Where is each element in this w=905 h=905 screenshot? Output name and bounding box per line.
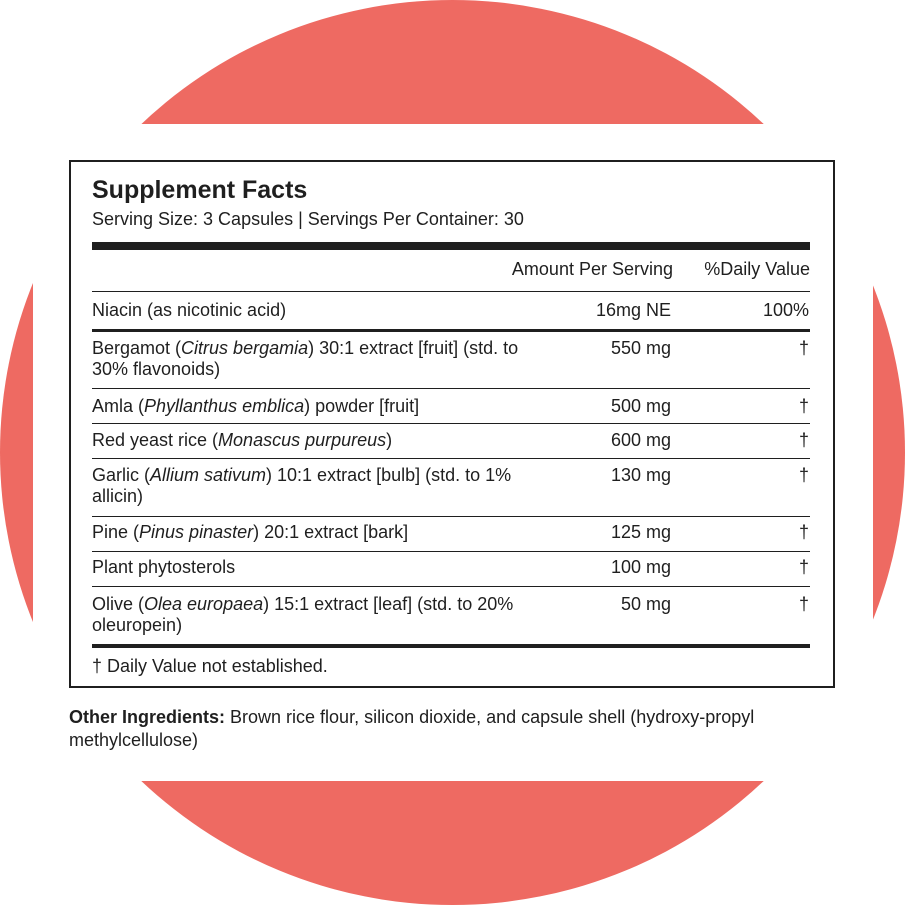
ingredient-latin-name: Phyllanthus emblica — [144, 396, 305, 416]
ingredient-name — [92, 338, 542, 380]
ingredient-name — [92, 594, 542, 636]
ingredient-name-part: ) 10:1 extract [bulb] (std. to 1% allicin) — [92, 465, 512, 506]
header-rule — [92, 291, 810, 292]
serving-info: Serving Size: 3 Capsules | Servings Per Container: 30 — [92, 209, 524, 229]
panel-title: Supplement Facts — [92, 176, 308, 204]
ingredient-name-part: Amla ( — [92, 396, 145, 416]
ingredient-daily-value: † — [798, 430, 809, 450]
other-ingredients — [69, 706, 839, 752]
ingredient-name — [92, 522, 542, 543]
footnote: † Daily Value not established. — [92, 656, 328, 676]
ingredient-name-part: ) powder [fruit] — [304, 396, 420, 416]
other-ingredients-text: Brown rice flour, silicon dioxide, and capsule shell (hydroxy-propyl methylcellulose) — [69, 707, 755, 750]
daily-value-header: %Daily Value — [704, 259, 810, 279]
ingredient-name-part: ) 15:1 extract [leaf] (std. to 20% oleuropein) — [92, 594, 514, 635]
ingredient-name-part: Garlic ( — [92, 465, 150, 485]
ingredient-latin-name: Olea europaea — [144, 594, 264, 614]
row-divider — [92, 586, 810, 587]
ingredient-daily-value: † — [798, 465, 809, 485]
ingredient-name — [92, 430, 542, 451]
ingredient-daily-value: † — [798, 396, 809, 416]
ingredient-amount: 100 mg — [610, 557, 671, 577]
ingredient-name — [92, 300, 542, 321]
ingredient-name — [92, 557, 542, 578]
row-divider — [92, 516, 810, 517]
ingredient-name-part: ) — [386, 430, 393, 450]
ingredient-latin-name: Monascus purpureus — [218, 430, 387, 450]
row-divider — [92, 329, 810, 332]
ingredient-amount: 50 mg — [620, 594, 671, 614]
ingredient-amount: 550 mg — [610, 338, 671, 358]
ingredient-name-part: Niacin (as nicotinic acid) — [92, 300, 287, 320]
row-divider — [92, 423, 810, 424]
ingredient-latin-name: Pinus pinaster — [139, 522, 254, 542]
ingredient-daily-value: † — [798, 522, 809, 542]
top-thick-rule — [92, 242, 810, 250]
amount-header: Amount Per Serving — [511, 259, 673, 279]
ingredient-name — [92, 396, 542, 417]
ingredient-daily-value: 100% — [762, 300, 809, 320]
ingredient-amount: 16mg NE — [595, 300, 671, 320]
other-ingredients-label: Other Ingredients: — [69, 707, 226, 727]
row-divider — [92, 551, 810, 552]
ingredient-daily-value: † — [798, 338, 809, 358]
ingredient-daily-value: † — [798, 557, 809, 577]
ingredient-name-part: Plant phytosterols — [92, 557, 236, 577]
ingredient-name-part: Red yeast rice ( — [92, 430, 219, 450]
ingredient-name-part: ) 30:1 extract [fruit] (std. to 30% flavonoids) — [92, 338, 519, 379]
ingredient-name-part: Olive ( — [92, 594, 145, 614]
bottom-thick-rule — [92, 644, 810, 648]
ingredient-amount: 600 mg — [610, 430, 671, 450]
ingredient-daily-value: † — [798, 594, 809, 614]
ingredient-name — [92, 465, 542, 507]
row-divider — [92, 388, 810, 389]
row-divider — [92, 458, 810, 459]
ingredient-latin-name: Citrus bergamia — [181, 338, 309, 358]
ingredient-name-part: ) 20:1 extract [bark] — [253, 522, 409, 542]
ingredient-name-part: Pine ( — [92, 522, 140, 542]
ingredient-latin-name: Allium sativum — [150, 465, 267, 485]
ingredient-amount: 125 mg — [610, 522, 671, 542]
ingredient-name-part: Bergamot ( — [92, 338, 182, 358]
ingredient-amount: 130 mg — [610, 465, 671, 485]
ingredient-amount: 500 mg — [610, 396, 671, 416]
